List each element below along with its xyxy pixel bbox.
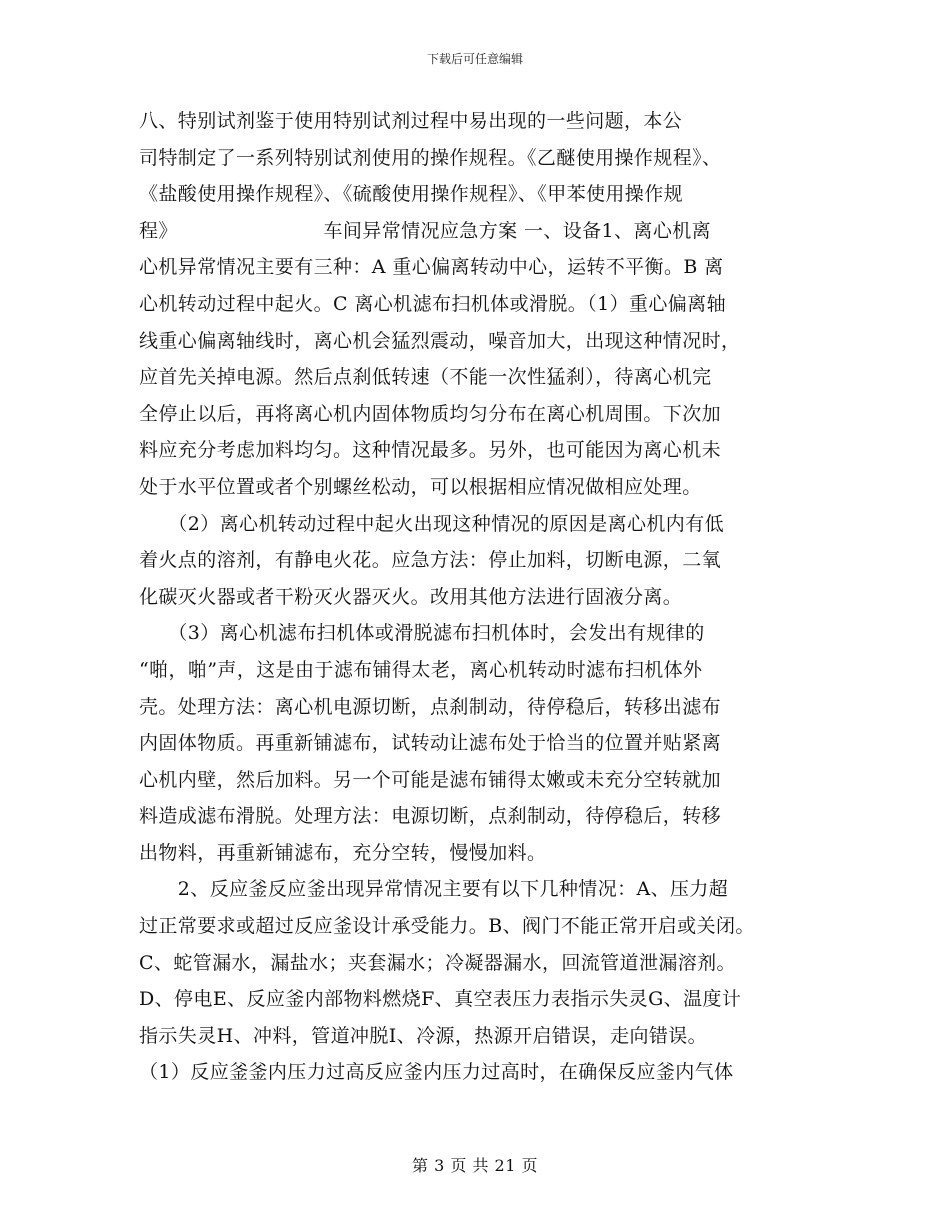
text-line: 司特制定了一系列特别试剂使用的操作规程。《乙醚使用操作规程》、 [139,146,722,169]
text-line: C、蛇管漏水，漏盐水；夹套漏水；冷凝器漏水，回流管道泄漏溶剂。 [139,951,736,974]
text-line: 八、特别试剂鉴于使用特别试剂过程中易出现的一些问题，本公 [139,110,683,132]
text-line: 心机转动过程中起火。C 离心机滤布扫机体或滑脱。（1）重心偏离轴 [139,292,726,315]
page-footer: 第 3 页 共 21 页 [412,1156,538,1175]
text-line: 《盐酸使用操作规程》、《硫酸使用操作规程》、《甲苯使用操作规 [139,183,684,206]
text-line: 处于水平位置或者个别螺丝松动，可以根据相应情况做相应处理。 [139,475,702,498]
text-line: 全停止以后，再将离心机内固体物质均匀分布在离心机周围。下次加 [139,402,722,425]
text-line: D、停电E、反应釜内部物料燃烧F、真空表压力表指示失灵G、温度计 [139,988,742,1011]
text-line: 料应充分考虑加料均匀。这种情况最多。另外，也可能因为离心机未 [139,439,722,462]
text-line: 着火点的溶剂，有静电火花。应急方法：停止加料，切断电源，二氧 [139,549,722,572]
text-line: （1）反应釜釜内压力过高反应釜内压力过高时，在确保反应釜内气体 [139,1061,734,1084]
text-line: （3）离心机滤布扫机体或滑脱滤布扫机体时，会发出有规律的 [139,622,705,645]
text-line: 心机内壁，然后加料。另一个可能是滤布铺得太嫩或未充分空转就加 [139,768,722,791]
text-line: 壳。处理方法：离心机电源切断，点刹制动，待停稳后，转移出滤布 [139,695,722,718]
page-header: 下载后可任意编辑 [426,52,523,66]
text-line: 内固体物质。再重新铺滤布，试转动让滤布处于恰当的位置并贴紧离 [139,732,722,755]
text-line: 心机异常情况主要有三种：A 重心偏离转动中心，运转不平衡。B 离 [139,256,724,279]
text-line: 程》 车间异常情况应急方案 一、设备1、离心机离 [139,219,712,242]
text-line: 2、反应釜反应釜出现异常情况主要有以下几种情况：A、压力超 [139,878,729,901]
text-line: （2）离心机转动过程中起火出现这种情况的原因是离心机内有低 [139,512,724,535]
text-line: 过正常要求或超过反应釜设计承受能力。B、阀门不能正常开启或关闭。 [139,915,755,938]
text-line: 线重心偏离轴线时，离心机会猛烈震动，噪音加大，出现这种情况时， [139,329,741,352]
body-text [139,103,814,1091]
text-line: “啪，啪”声，这是由于滤布铺得太老，离心机转动时滤布扫机体外 [139,658,703,681]
text-line: 指示失灵H、冲料，管道冲脱I、冷源，热源开启错误，走向错误。 [139,1024,708,1047]
text-line: 化碳灭火器或者干粉灭火器灭火。改用其他方法进行固液分离。 [139,585,683,608]
text-line: 料造成滤布滑脱。处理方法：电源切断，点刹制动，待停稳后，转移 [139,805,722,828]
text-line: 出物料，再重新铺滤布，充分空转，慢慢加料。 [139,841,547,864]
text-line: 应首先关掉电源。然后点刹低转速（不能一次性猛刹），待离心机完 [139,366,712,389]
